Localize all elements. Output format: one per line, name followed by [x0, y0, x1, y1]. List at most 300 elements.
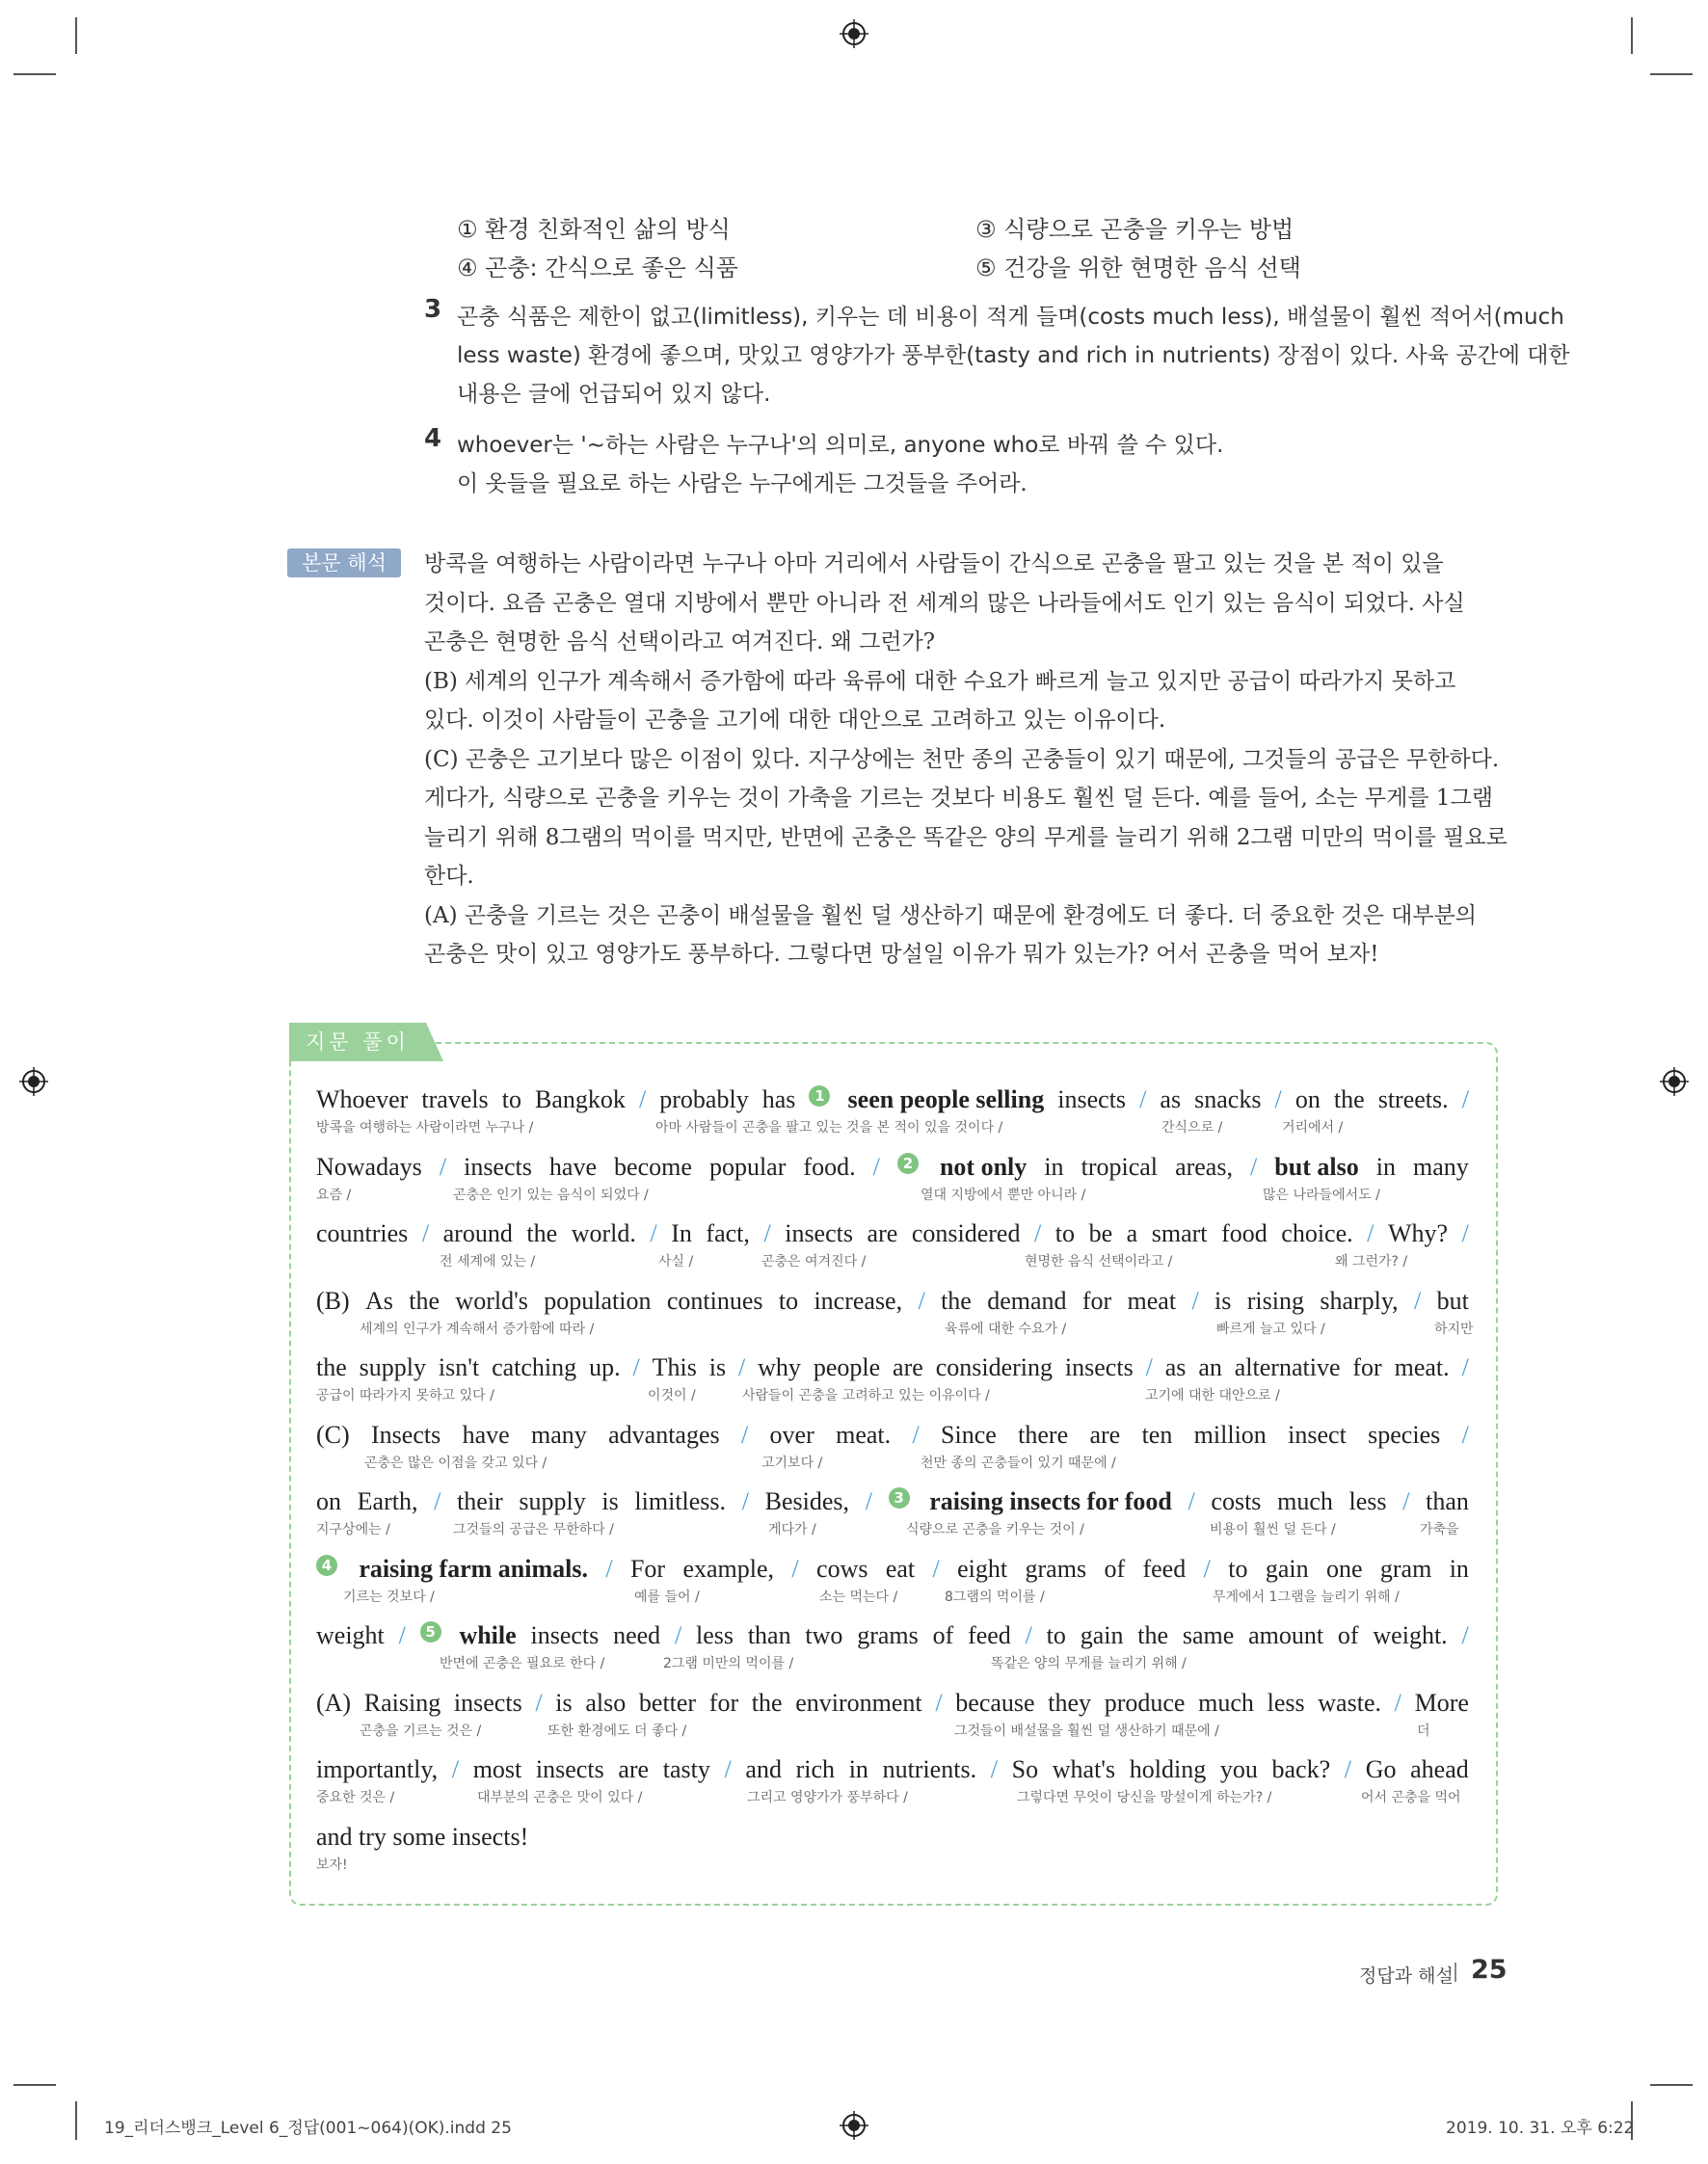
word: Raising — [363, 1688, 441, 1717]
word: holding — [1129, 1755, 1207, 1783]
reading-line — [316, 1555, 1469, 1584]
crop-mark — [1650, 2084, 1693, 2086]
slash-separator: / — [1461, 1353, 1469, 1381]
word: in — [848, 1755, 868, 1783]
word: of — [932, 1621, 954, 1649]
word: Besides, — [764, 1487, 850, 1515]
slash-separator: / — [724, 1755, 732, 1783]
word: For — [629, 1554, 666, 1583]
page-section-label: 정답과 해설 — [1359, 1965, 1454, 1987]
registration-mark-icon — [1660, 1067, 1689, 1096]
korean-gloss: 방콕을 여행하는 사람이라면 누구나 / — [316, 1120, 534, 1135]
word: there — [1018, 1420, 1069, 1449]
word: you — [1219, 1755, 1258, 1783]
word: than — [747, 1621, 791, 1649]
word: for — [1081, 1286, 1112, 1315]
word: is — [555, 1688, 573, 1717]
word: demand — [987, 1286, 1067, 1315]
word: the — [941, 1286, 972, 1315]
translation-line: 있다. 이것이 사람들이 곤충을 고기에 대한 대안으로 고려하고 있는 이유이다. — [424, 708, 1166, 733]
korean-gloss: 거리에서 / — [1282, 1120, 1344, 1135]
reading-line — [316, 1487, 1469, 1516]
word: example, — [682, 1554, 775, 1583]
number-circle-icon: 4 — [316, 1555, 337, 1576]
korean-gloss: 비용이 훨씬 덜 든다 / — [1210, 1522, 1336, 1537]
word: world's — [455, 1286, 528, 1315]
number-circle-icon: 3 — [889, 1487, 910, 1509]
word: In — [671, 1219, 692, 1247]
korean-gloss: 천만 종의 곤충들이 있기 때문에 / — [921, 1455, 1116, 1471]
slash-separator: / — [1461, 1219, 1469, 1247]
choice-5: ⑤ 건강을 위한 현명한 음식 선택 — [975, 254, 1301, 281]
crop-mark — [13, 2084, 56, 2086]
word: world. — [571, 1219, 636, 1247]
word: same — [1182, 1621, 1235, 1649]
reading-line — [316, 1621, 1469, 1650]
crop-mark — [75, 2101, 77, 2140]
word: for — [708, 1688, 739, 1717]
word: rich — [795, 1755, 836, 1783]
word: to — [501, 1085, 521, 1113]
word: become — [614, 1152, 692, 1181]
word: in — [1044, 1152, 1064, 1181]
reading-line — [316, 1823, 1469, 1852]
korean-gloss: 곤충은 여겨진다 / — [761, 1254, 867, 1269]
word: smart — [1151, 1219, 1208, 1247]
word: insects — [1057, 1085, 1127, 1113]
word: is — [708, 1353, 727, 1381]
word: two — [805, 1621, 843, 1649]
word: species — [1368, 1420, 1441, 1449]
slash-separator: / — [791, 1554, 799, 1583]
question-3-line: less waste) 환경에 좋으며, 맛있고 영양가가 풍부한(tasty and rich in nutrients) 장점이 있다. 사육 공간에 대한 — [457, 343, 1570, 368]
reading-line — [316, 1353, 1469, 1382]
translation-tag: 본문 해석 — [287, 548, 401, 577]
word: people — [813, 1353, 881, 1381]
word: insect — [1288, 1420, 1347, 1449]
korean-gloss: 사람들이 곤충을 고려하고 있는 이유이다 / — [742, 1388, 990, 1403]
translation-line: 곤충은 현명한 음식 선택이라고 여겨진다. 왜 그런가? — [424, 629, 936, 655]
word: to — [1228, 1554, 1248, 1583]
crop-mark — [13, 73, 56, 75]
word: of — [1337, 1621, 1359, 1649]
choice-3: ③ 식량으로 곤충을 키우는 방법 — [975, 216, 1294, 243]
slash-separator: / — [632, 1353, 640, 1381]
word: population — [544, 1286, 652, 1315]
korean-gloss: 하지만 — [1434, 1321, 1474, 1337]
slash-separator: / — [740, 1420, 749, 1449]
translation-line: 곤충은 맛이 있고 영양가도 풍부하다. 그렇다면 망설일 이유가 뭐가 있는가? 어서 곤충을 먹어 보자! — [424, 942, 1379, 967]
korean-gloss: 보자! — [316, 1857, 348, 1873]
slash-separator: / — [1139, 1085, 1147, 1113]
word: are — [867, 1219, 898, 1247]
translation-line: 늘리기 위해 8그램의 먹이를 먹지만, 반면에 곤충은 똑같은 양의 무게를 늘리기 위해 2그램 미만의 먹이를 필요로 — [424, 824, 1508, 850]
word: because — [955, 1688, 1035, 1717]
word: This — [652, 1353, 697, 1381]
word: in — [1375, 1152, 1396, 1181]
slash-separator: / — [990, 1755, 998, 1783]
slash-separator: / — [650, 1219, 657, 1247]
word: to — [778, 1286, 799, 1315]
word: what's — [1052, 1755, 1116, 1783]
translation-line: (A) 곤충을 기르는 것은 곤충이 배설물을 훨씬 덜 생산하기 때문에 환경에도 더 좋다. 더 중요한 것은 대부분의 — [424, 902, 1477, 928]
word: considered — [911, 1219, 1021, 1247]
word: limitless. — [634, 1487, 727, 1515]
korean-gloss: 대부분의 곤충은 맛이 있다 / — [477, 1790, 643, 1805]
word: has — [761, 1085, 796, 1113]
slash-separator: / — [421, 1219, 430, 1247]
word: are — [1089, 1420, 1121, 1449]
word: many — [1413, 1152, 1469, 1181]
choice-4: ④ 곤충: 간식으로 좋은 식품 — [457, 254, 738, 281]
word: Whoever — [316, 1085, 409, 1113]
korean-gloss: 그것들의 공급은 무한하다 / — [453, 1522, 614, 1537]
word: have — [548, 1152, 597, 1181]
translation-line: 게다가, 식량으로 곤충을 키우는 것이 가축을 기르는 것보다 비용도 훨씬 덜 든다. 예를 들어, 소는 무게를 1그램 — [424, 786, 1493, 811]
slash-separator: / — [1274, 1085, 1282, 1113]
word: As — [365, 1286, 393, 1315]
word: a — [1126, 1219, 1138, 1247]
word: up. — [589, 1353, 621, 1381]
slash-separator: / — [1203, 1554, 1211, 1583]
word: sharply, — [1320, 1286, 1399, 1315]
word: ahead — [1410, 1755, 1469, 1783]
korean-gloss: 이것이 / — [648, 1388, 696, 1403]
word: to — [1054, 1219, 1076, 1247]
word: to — [1046, 1621, 1066, 1649]
registration-mark-icon — [840, 2111, 868, 2140]
word: (A) — [316, 1688, 352, 1717]
word: for — [1352, 1353, 1382, 1381]
word: insects — [530, 1621, 600, 1649]
registration-mark-icon — [19, 1067, 48, 1096]
korean-gloss: 식량으로 곤충을 키우는 것이 / — [906, 1522, 1084, 1537]
slash-separator: / — [451, 1755, 460, 1783]
slash-separator: / — [1461, 1621, 1469, 1649]
word: food — [1221, 1219, 1268, 1247]
korean-gloss: 현명한 음식 선택이라고 / — [1025, 1254, 1173, 1269]
korean-gloss: 또한 환경에도 더 좋다 / — [547, 1723, 687, 1739]
word: tasty — [662, 1755, 710, 1783]
word: More — [1414, 1688, 1469, 1717]
korean-gloss: 간식으로 / — [1161, 1120, 1223, 1135]
word: Earth, — [357, 1487, 418, 1515]
word: gain — [1080, 1621, 1124, 1649]
word: Why? — [1387, 1219, 1449, 1247]
page-number: 25 — [1471, 1955, 1508, 1985]
word: meat. — [836, 1420, 892, 1449]
slash-separator: / — [935, 1688, 943, 1717]
slash-separator: / — [439, 1152, 447, 1181]
word: considering — [935, 1353, 1054, 1381]
slash-separator: / — [1367, 1219, 1374, 1247]
translation-line: 것이다. 요즘 곤충은 열대 지방에서 뿐만 아니라 전 세계의 많은 나라들에서도 인기 있는 음식이 되었다. 사실 — [424, 590, 1465, 616]
word: the — [316, 1353, 347, 1381]
slash-separator: / — [1414, 1286, 1422, 1315]
print-date: 2019. 10. 31. 오후 6:22 — [1446, 2119, 1635, 2138]
slash-separator: / — [738, 1353, 746, 1381]
word: be — [1088, 1219, 1113, 1247]
word: less — [1267, 1688, 1305, 1717]
slash-separator: / — [865, 1487, 872, 1515]
korean-gloss: 공급이 따라가지 못하고 있다 / — [316, 1388, 494, 1403]
slash-separator: / — [1461, 1085, 1469, 1113]
print-file-name: 19_리더스뱅크_Level 6_정답(001~064)(OK).indd 25 — [104, 2119, 512, 2138]
word: tropical — [1081, 1152, 1159, 1181]
korean-gloss: 예를 들어 / — [634, 1589, 700, 1605]
reading-tag: 지문 풀이 — [289, 1023, 426, 1061]
korean-gloss: 육류에 대한 수요가 / — [945, 1321, 1067, 1337]
question-3-number: 3 — [424, 295, 442, 324]
korean-gloss: 많은 나라들에서도 / — [1263, 1187, 1380, 1203]
word: the — [409, 1286, 440, 1315]
word: insects — [464, 1152, 532, 1181]
word: feed — [968, 1621, 1011, 1649]
word: insects — [1064, 1353, 1134, 1381]
key-phrase: raising farm animals. — [359, 1554, 588, 1583]
korean-gloss: 빠르게 늘고 있다 / — [1216, 1321, 1325, 1337]
word: many — [531, 1420, 587, 1449]
korean-gloss: 지구상에는 / — [316, 1522, 390, 1537]
word: choice. — [1281, 1219, 1353, 1247]
number-circle-icon: 1 — [809, 1085, 830, 1107]
word: as — [1164, 1353, 1187, 1381]
crop-mark — [1650, 73, 1693, 75]
choice-1: ① 환경 친화적인 삶의 방식 — [457, 216, 731, 243]
translation-line: (C) 곤충은 고기보다 많은 이점이 있다. 지구상에는 천만 종의 곤충들이 있기 때문에, 그것들의 공급은 무한하다. — [424, 746, 1500, 772]
word: probably — [659, 1085, 749, 1113]
korean-gloss: 그렇다면 무엇이 당신을 망설이게 하는가? / — [1017, 1790, 1272, 1805]
korean-gloss: 왜 그런가? / — [1335, 1254, 1408, 1269]
word: most — [472, 1755, 522, 1783]
word: one — [1325, 1554, 1363, 1583]
translation-line: 방콕을 여행하는 사람이라면 누구나 아마 거리에서 사람들이 간식으로 곤충을 팔고 있는 것을 본 적이 있을 — [424, 551, 1444, 576]
korean-gloss: 중요한 것은 / — [316, 1790, 395, 1805]
slash-separator: / — [1191, 1286, 1199, 1315]
word: importantly, — [316, 1755, 439, 1783]
word: million — [1193, 1420, 1267, 1449]
slash-separator: / — [1025, 1621, 1032, 1649]
word: as — [1160, 1085, 1182, 1113]
word: have — [462, 1420, 510, 1449]
word: food. — [803, 1152, 856, 1181]
word: ten — [1141, 1420, 1173, 1449]
word: costs — [1211, 1487, 1262, 1515]
word: (C) — [316, 1420, 350, 1449]
word: the — [526, 1219, 558, 1247]
word: nutrients. — [882, 1755, 977, 1783]
korean-gloss: 게다가 / — [768, 1522, 816, 1537]
word: of — [1104, 1554, 1126, 1583]
word: back? — [1271, 1755, 1331, 1783]
word: snacks — [1194, 1085, 1262, 1113]
korean-gloss: 어서 곤충을 먹어 — [1361, 1790, 1461, 1805]
reading-tag-corner — [426, 1023, 443, 1061]
word: than — [1426, 1487, 1469, 1515]
key-phrase: but also — [1274, 1152, 1359, 1181]
korean-gloss: 곤충은 많은 이점을 갖고 있다 / — [364, 1455, 547, 1471]
word: Go — [1365, 1755, 1397, 1783]
question-4-line: whoever는 '~하는 사람은 누구나'의 의미로, anyone who로 바꿔 쓸 수 있다. — [457, 433, 1224, 458]
word: weight — [316, 1621, 385, 1649]
crop-mark — [75, 17, 77, 54]
word: insects — [535, 1755, 604, 1783]
word: cows — [816, 1554, 868, 1583]
slash-separator: / — [1344, 1755, 1352, 1783]
korean-gloss: 전 세계에 있는 / — [440, 1254, 536, 1269]
reading-line — [316, 1219, 1469, 1248]
slash-separator: / — [638, 1085, 647, 1113]
word: is — [1214, 1286, 1232, 1315]
slash-separator: / — [1461, 1420, 1469, 1449]
word: Insects — [371, 1420, 441, 1449]
slash-separator: / — [932, 1554, 940, 1583]
word: eat — [885, 1554, 916, 1583]
word: insects — [785, 1219, 853, 1247]
word: the — [1333, 1085, 1365, 1113]
word: is — [601, 1487, 619, 1515]
word: catching — [492, 1353, 577, 1381]
word: travels — [421, 1085, 489, 1113]
word: isn't — [438, 1353, 480, 1381]
word: and try some insects! — [316, 1822, 529, 1851]
reading-line — [316, 1153, 1469, 1182]
word: need — [613, 1621, 661, 1649]
word: why — [758, 1353, 801, 1381]
word: their — [457, 1487, 503, 1515]
word: they — [1048, 1688, 1092, 1717]
key-phrase: raising insects for food — [929, 1487, 1172, 1515]
word: gain — [1265, 1554, 1309, 1583]
korean-gloss: 반면에 곤충은 필요로 한다 / — [440, 1656, 605, 1671]
slash-separator: / — [605, 1554, 613, 1583]
slash-separator: / — [674, 1621, 682, 1649]
korean-gloss: 열대 지방에서 뿐만 아니라 / — [921, 1187, 1086, 1203]
reading-line — [316, 1689, 1469, 1718]
word: alternative — [1234, 1353, 1341, 1381]
korean-gloss: 곤충은 인기 있는 음식이 되었다 / — [453, 1187, 649, 1203]
question-3-line: 내용은 글에 언급되어 있지 않다. — [457, 382, 771, 407]
korean-gloss: 기르는 것보다 / — [343, 1589, 435, 1605]
word: weight. — [1373, 1621, 1448, 1649]
korean-gloss: 요즘 / — [316, 1187, 352, 1203]
korean-gloss: 무게에서 1그램을 늘리기 위해 / — [1213, 1589, 1400, 1605]
korean-gloss: 소는 먹는다 / — [819, 1589, 898, 1605]
translation-line: (B) 세계의 인구가 계속해서 증가함에 따라 육류에 대한 수요가 빠르게 늘고 있지만 공급이 따라가지 못하고 — [424, 668, 1456, 694]
word: the — [751, 1688, 783, 1717]
slash-separator: / — [741, 1487, 749, 1515]
registration-mark-icon — [840, 19, 868, 48]
slash-separator: / — [1394, 1688, 1401, 1717]
word: popular — [708, 1152, 787, 1181]
korean-gloss: 고기보다 / — [761, 1455, 823, 1471]
word: grams — [857, 1621, 919, 1649]
word: are — [893, 1353, 923, 1381]
korean-gloss: 더 — [1417, 1723, 1430, 1739]
word: much — [1277, 1487, 1333, 1515]
word: So — [1011, 1755, 1039, 1783]
word: grams — [1025, 1554, 1087, 1583]
word: an — [1198, 1353, 1222, 1381]
slash-separator: / — [434, 1487, 441, 1515]
word: (B) — [316, 1286, 350, 1315]
korean-gloss: 사실 / — [658, 1254, 694, 1269]
word: countries — [316, 1219, 409, 1247]
korean-gloss: 가축을 — [1420, 1522, 1459, 1537]
slash-separator: / — [1145, 1353, 1153, 1381]
reading-line — [316, 1755, 1469, 1784]
word: are — [618, 1755, 650, 1783]
word: much — [1198, 1688, 1254, 1717]
word: waste. — [1318, 1688, 1381, 1717]
word: on — [316, 1487, 341, 1515]
word: supply — [359, 1353, 427, 1381]
slash-separator: / — [872, 1152, 880, 1181]
word: but — [1436, 1286, 1469, 1315]
slash-separator: / — [1188, 1487, 1195, 1515]
question-4-number: 4 — [424, 424, 442, 453]
slash-separator: / — [918, 1286, 925, 1315]
korean-gloss: 세계의 인구가 계속해서 증가함에 따라 / — [360, 1321, 595, 1337]
slash-separator: / — [1402, 1487, 1410, 1515]
question-4-translation: 이 옷들을 필요로 하는 사람은 누구에게든 그것들을 주어라. — [457, 471, 1027, 496]
key-phrase: while — [459, 1621, 517, 1649]
word: advantages — [608, 1420, 720, 1449]
word: continues — [666, 1286, 763, 1315]
reading-line — [316, 1421, 1469, 1450]
word: areas, — [1175, 1152, 1233, 1181]
crop-mark — [1631, 17, 1633, 54]
slash-separator: / — [398, 1621, 406, 1649]
korean-gloss: 똑같은 양의 무게를 늘리기 위해 / — [991, 1656, 1187, 1671]
slash-separator: / — [535, 1688, 543, 1717]
word: also — [585, 1688, 627, 1717]
korean-gloss: 그리고 영양가가 풍부하다 / — [747, 1790, 908, 1805]
word: produce — [1104, 1688, 1186, 1717]
word: in — [1449, 1554, 1469, 1583]
key-phrase: seen people selling — [847, 1085, 1045, 1113]
slash-separator: / — [912, 1420, 920, 1449]
word: fact, — [706, 1219, 750, 1247]
word: Bangkok — [535, 1085, 626, 1113]
korean-gloss: 그것들이 배설물을 훨씬 덜 생산하기 때문에 / — [954, 1723, 1219, 1739]
number-circle-icon: 5 — [420, 1621, 441, 1643]
word: rising — [1246, 1286, 1304, 1315]
word: environment — [795, 1688, 922, 1717]
word: on — [1294, 1085, 1321, 1113]
word: meat. — [1394, 1353, 1450, 1381]
korean-gloss: 아마 사람들이 곤충을 팔고 있는 것을 본 적이 있을 것이다 / — [655, 1120, 1003, 1135]
reading-line — [316, 1085, 1469, 1114]
word: insects — [453, 1688, 522, 1717]
slash-separator: / — [763, 1219, 771, 1247]
translation-line: 한다. — [424, 864, 474, 889]
word: over — [769, 1420, 814, 1449]
word: around — [442, 1219, 513, 1247]
word: amount — [1248, 1621, 1324, 1649]
word: gram — [1379, 1554, 1432, 1583]
number-circle-icon: 2 — [897, 1153, 919, 1174]
word: the — [1137, 1621, 1169, 1649]
word: feed — [1142, 1554, 1187, 1583]
key-phrase: not only — [939, 1152, 1027, 1181]
slash-separator: / — [1250, 1152, 1258, 1181]
word: Nowadays — [316, 1152, 422, 1181]
korean-gloss: 곤충을 기르는 것은 / — [360, 1723, 482, 1739]
word: streets. — [1377, 1085, 1449, 1113]
korean-gloss: 고기에 대한 대안으로 / — [1145, 1388, 1280, 1403]
word: increase, — [814, 1286, 903, 1315]
